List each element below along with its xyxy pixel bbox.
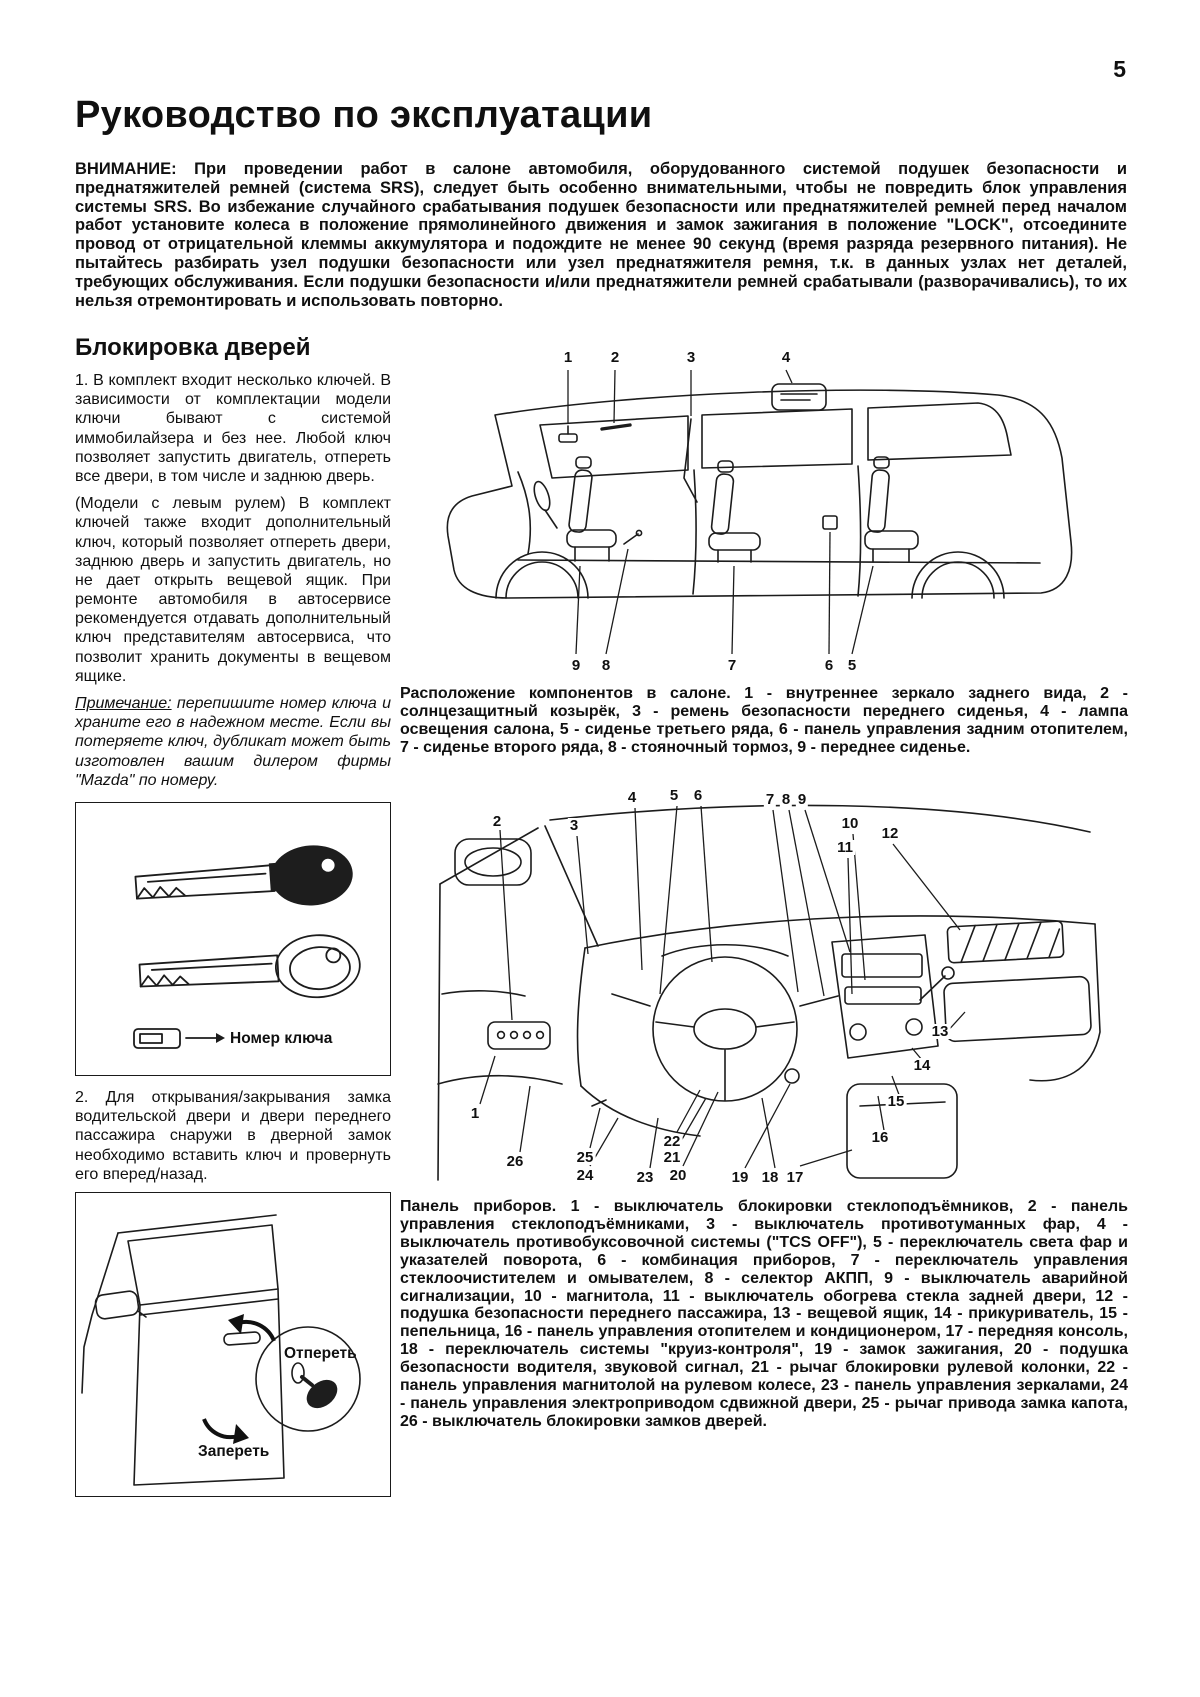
- side-mirror-drawing: [95, 1290, 140, 1320]
- main-key-drawing: [134, 843, 355, 918]
- cabin-components-figure: [400, 350, 1130, 680]
- dash-callout-19: 19: [731, 1169, 749, 1186]
- dash-callout-25: 25: [576, 1149, 594, 1166]
- cabin-callout-7: 7: [727, 657, 737, 674]
- paragraph-lhd-models: (Модели с левым рулем) В комплект ключей также входит дополнительный ключ, который позволяет отпереть двери, заднюю дверь и запустить двигатель, но не дает открыть вещевой ящик. При ремонте автомобиля в автосервисе рекомендуется отдавать дополнительный ключ представителям автосервиса, что позволит хранить документы в вещевом ящике.: [75, 495, 391, 685]
- cabin-callout-8: 8: [601, 657, 611, 674]
- key-number-label: Номер ключа: [230, 1029, 333, 1047]
- dash-callout-9: 9: [797, 791, 807, 808]
- dash-callout-24: 24: [576, 1167, 594, 1184]
- cabin-callout-4: 4: [781, 349, 791, 366]
- dashboard-figure: [400, 784, 1130, 1194]
- dash-callout-20: 20: [669, 1167, 687, 1184]
- dash-callout-5: 5: [669, 787, 679, 804]
- cabin-illustration: [400, 350, 1130, 680]
- unlock-label: Отпереть: [284, 1344, 357, 1362]
- dash-callout-15: 15: [887, 1093, 905, 1110]
- keys-figure: [75, 802, 391, 1076]
- cabin-callout-6: 6: [824, 657, 834, 674]
- section-heading-door-lock: Блокировка дверей: [75, 334, 311, 361]
- srs-warning-paragraph: ВНИМАНИЕ: При проведении работ в салоне автомобиля, оборудованного системой подушек безопасности и преднатяжителей ремней (система SRS), следует быть особенно внимательными, чтобы не повредить блок управления системы SRS. Во избежание случайного срабатывания подушек безопасности или преднатяжителей ремней перед началом работ установите колеса в положение прямолинейного движения и замок зажигания в положение "LOCK", отсоедините провод от отрицательной клеммы аккумулятора и подождите не менее 90 секунд (время разряда резервного питания). Не пытайтесь разбирать узел подушки безопасности или узел преднатяжителя ремня, т.к. в данных узлах нет деталей, требующих обслуживания. Если подушки безопасности и/или преднатяжители ремней срабатывали (разворачивались), то их нельзя отремонтировать и использовать повторно.: [75, 160, 1127, 310]
- cabin-callout-9: 9: [571, 657, 581, 674]
- cabin-callout-1: 1: [563, 349, 573, 366]
- note-label: Примечание:: [75, 695, 172, 712]
- dash-callout-4: 4: [627, 789, 637, 806]
- dash-callout-26: 26: [506, 1153, 524, 1170]
- cabin-callout-5: 5: [847, 657, 857, 674]
- note-text: перепишите номер ключа и храните его в надежном месте. Если вы потеряете ключ, дубликат может быть изготовлен вашим дилером фирмы "Mazda" по номеру.: [75, 695, 391, 789]
- unlock-arrow-icon: [228, 1314, 274, 1341]
- cabin-callout-3: 3: [686, 349, 696, 366]
- door-lock-figure: [75, 1192, 391, 1497]
- lock-arrow-icon: [204, 1419, 249, 1444]
- dash-callout-1: 1: [470, 1105, 480, 1122]
- dash-callout-18: 18: [761, 1169, 779, 1186]
- dash-callout-23: 23: [636, 1169, 654, 1186]
- paragraph-keys: 1. В комплект входит несколько ключей. В зависимости от комплектации модели ключи бывают с системой иммобилайзера и без нее. Любой ключ позволяет запустить двигатель, отпереть все двери, в том числе и заднюю дверь.: [75, 372, 391, 485]
- paragraph-outside-lock: 2. Для открывания/закрывания замка водительской двери и двери переднего пассажира снаружи в дверной замок необходимо вставить ключ и провернуть его вперед/назад.: [75, 1088, 391, 1183]
- cabin-caption: Расположение компонентов в салоне. 1 - внутреннее зеркало заднего вида, 2 - солнцезащитный козырёк, 3 - ремень безопасности переднего сиденья, 4 - лампа освещения салона, 5 - сиденье третьего ряда, 6 - панель управления задним отопителем, 7 - сиденье второго ряда, 8 - стояночный тормоз, 9 - переднее сиденье.: [400, 685, 1128, 756]
- dash-callout-21: 21: [663, 1149, 681, 1166]
- lock-label: Запереть: [198, 1442, 270, 1460]
- dash-callout-7: 7: [765, 791, 775, 808]
- dash-callout-16: 16: [871, 1129, 889, 1146]
- dash-callout-10: 10: [841, 815, 859, 832]
- cabin-leader-lines: [568, 370, 873, 654]
- left-column: [75, 334, 391, 1497]
- dash-callout-12: 12: [881, 825, 899, 842]
- page-number: 5: [1113, 56, 1126, 82]
- dash-callout-8: 8: [781, 791, 791, 808]
- dash-callout-6: 6: [693, 787, 703, 804]
- key-number-plate-icon: [134, 1029, 225, 1048]
- spare-key-drawing: [138, 933, 361, 1006]
- dash-callout-17: 17: [786, 1169, 804, 1186]
- note-paragraph: [75, 694, 391, 790]
- dashboard-illustration: [400, 784, 1130, 1194]
- dash-callout-22: 22: [663, 1133, 681, 1150]
- dashboard-caption: Панель приборов. 1 - выключатель блокировки стеклоподъёмников, 2 - панель управления стеклоподъёмниками, 3 - выключатель противотуманных фар, 4 - выключатель противобуксовочной системы ("TCS OFF"), 5 - переключатель света фар и указателей поворота, 6 - комбинация приборов, 7 - переключатель управления стеклоочистителем и омывателем, 8 - селектор АКПП, 9 - выключатель аварийной сигнализации, 10 - магнитола, 11 - выключатель обогрева стекла задней двери, 12 - подушка безопасности переднего пассажира, 13 - вещевой ящик, 14 - прикуриватель, 15 - пепельница, 16 - панель управления отопителем и кондиционером, 17 - передняя консоль, 18 - переключатель системы "круиз-контроля", 19 - замок зажигания, 20 - подушка безопасности водителя, звуковой сигнал, 21 - рычаг блокировки рулевой колонки, 22 - панель управления магнитолой на рулевом колесе, 23 - панель управления зеркалами, 24 - панель управления электроприводом сдвижной двери, 25 - рычаг привода замка капота, 26 - выключатель блокировки замков дверей.: [400, 1198, 1128, 1430]
- dash-callout-14: 14: [913, 1057, 931, 1074]
- dash-callout-3: 3: [569, 817, 579, 834]
- page-title: Руководство по эксплуатации: [75, 94, 653, 136]
- cabin-callout-2: 2: [610, 349, 620, 366]
- dash-callout-2: 2: [492, 813, 502, 830]
- dash-callout-13: 13: [931, 1023, 949, 1040]
- dash-callout-11: 11: [837, 839, 853, 856]
